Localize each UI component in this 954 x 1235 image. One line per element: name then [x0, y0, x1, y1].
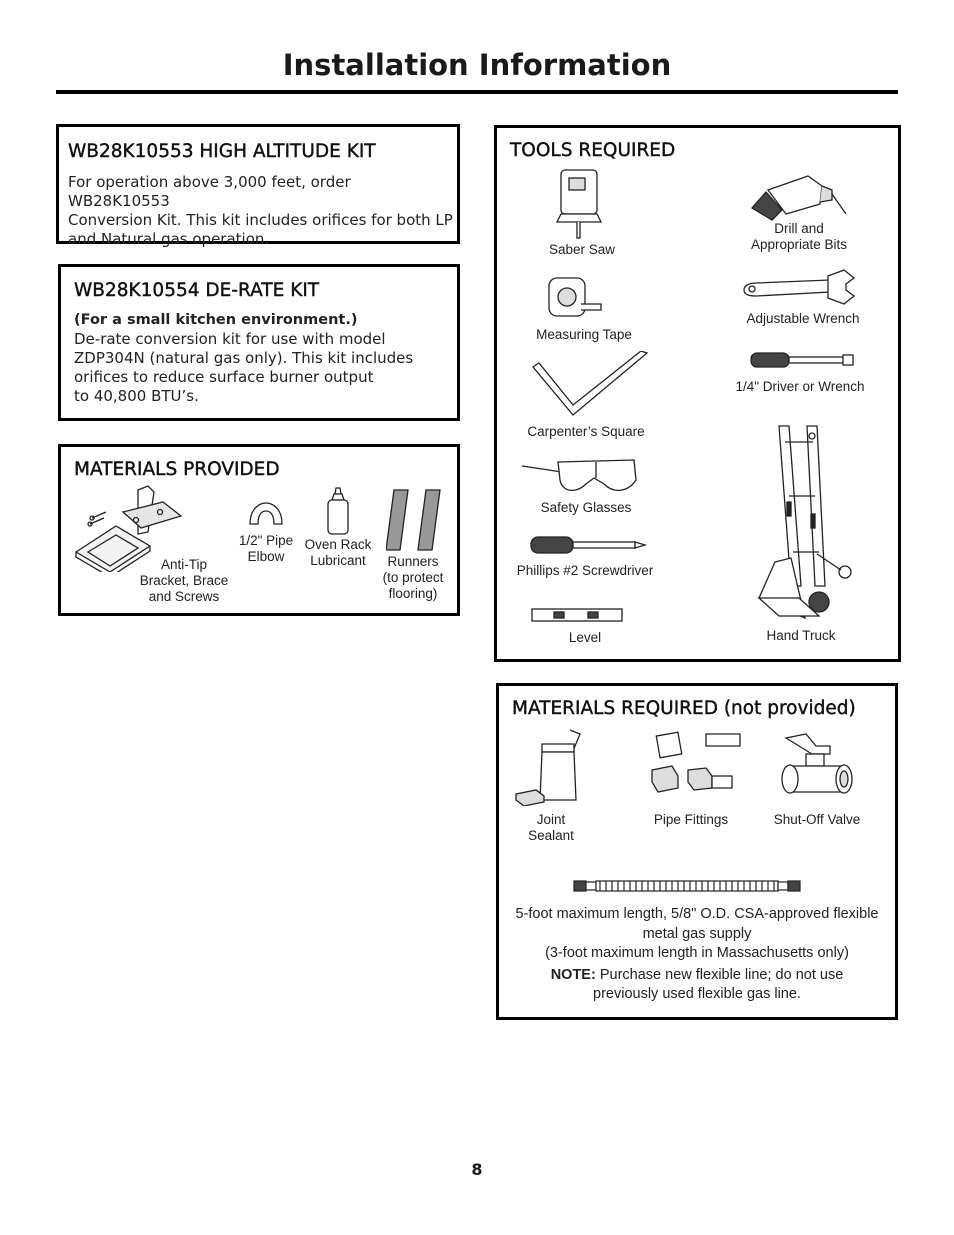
measuring-tape-caption: Measuring Tape [536, 327, 632, 342]
nut-driver-icon [749, 350, 857, 370]
safety-glasses-icon [518, 452, 640, 498]
nut-driver-caption: 1/4" Driver or Wrench [735, 379, 865, 394]
hand-truck-icon [755, 422, 855, 622]
derate-kit-subheading: (For a small kitchen environment.) [74, 312, 358, 328]
note-label: NOTE: [550, 966, 596, 983]
high-altitude-kit-box [56, 124, 460, 248]
lubricant-caption: Oven Rack Lubricant [304, 537, 372, 568]
anti-tip-bracket-caption: Anti-Tip Bracket, Brace and Screws [139, 557, 229, 604]
drill-icon [748, 170, 848, 222]
lubricant-bottle-icon [324, 487, 352, 537]
adjustable-wrench-icon [740, 268, 858, 306]
flexible-gas-line-icon [572, 877, 802, 895]
derate-kit-heading: WB28K10554 DE-RATE KIT [74, 280, 320, 301]
pipe-elbow-caption: 1/2" Pipe Elbow [238, 533, 294, 564]
joint-sealant-caption: Joint Sealant [528, 812, 574, 843]
saber-saw-icon [555, 168, 605, 240]
shutoff-valve-caption: Shut-Off Valve [773, 812, 861, 827]
tools-required-heading: TOOLS REQUIRED [510, 140, 676, 161]
saber-saw-caption: Saber Saw [548, 242, 616, 257]
derate-kit-text: (For a small kitchen environment.) De-rate conversion kit for use with model ZDP304N (natural gas only). This kit includes orifices to reduce surface burner output to 40,800 BTU’s. [74, 312, 414, 405]
high-altitude-kit-text: For operation above 3,000 feet, order WB28K10553 Conversion Kit. This kit includes orifices for both LP and Natural gas operation. [68, 173, 453, 248]
pipe-elbow-icon [246, 500, 286, 530]
high-altitude-kit-heading: WB28K10553 HIGH ALTITUDE KIT [68, 141, 376, 162]
drill-caption: Drill and Appropriate Bits [750, 221, 848, 252]
title-rule [56, 90, 898, 94]
materials-required-heading: MATERIALS REQUIRED (not provided) [512, 698, 856, 719]
shutoff-valve-icon [778, 732, 858, 804]
hand-truck-caption: Hand Truck [766, 628, 836, 643]
screwdriver-icon [529, 534, 649, 556]
screwdriver-caption: Phillips #2 Screwdriver [516, 563, 654, 578]
level-icon [530, 606, 624, 624]
joint-sealant-icon [514, 728, 584, 806]
pipe-fittings-caption: Pipe Fittings [653, 812, 729, 827]
measuring-tape-icon [545, 274, 605, 322]
runners-caption: Runners (to protect flooring) [382, 554, 444, 601]
safety-glasses-caption: Safety Glasses [540, 500, 632, 515]
flexible-gas-line-text: 5-foot maximum length, 5/8" O.D. CSA-approved flexible metal gas supply (3-foot maximum length in Massachusetts only) NOTE: Purchase new flexible line; do not use previously used flexible gas line. [515, 906, 879, 1002]
carpenters-square-caption: Carpenter’s Square [527, 424, 645, 439]
materials-provided-heading: MATERIALS PROVIDED [74, 459, 280, 480]
level-caption: Level [568, 630, 602, 645]
page-title: Installation Information [282, 48, 672, 82]
pipe-fittings-icon [646, 730, 750, 800]
adjustable-wrench-caption: Adjustable Wrench [746, 311, 860, 326]
page-number: 8 [471, 1160, 483, 1179]
derate-kit-box [58, 264, 460, 421]
carpenters-square-icon [529, 351, 651, 419]
runners-icon [386, 487, 450, 553]
